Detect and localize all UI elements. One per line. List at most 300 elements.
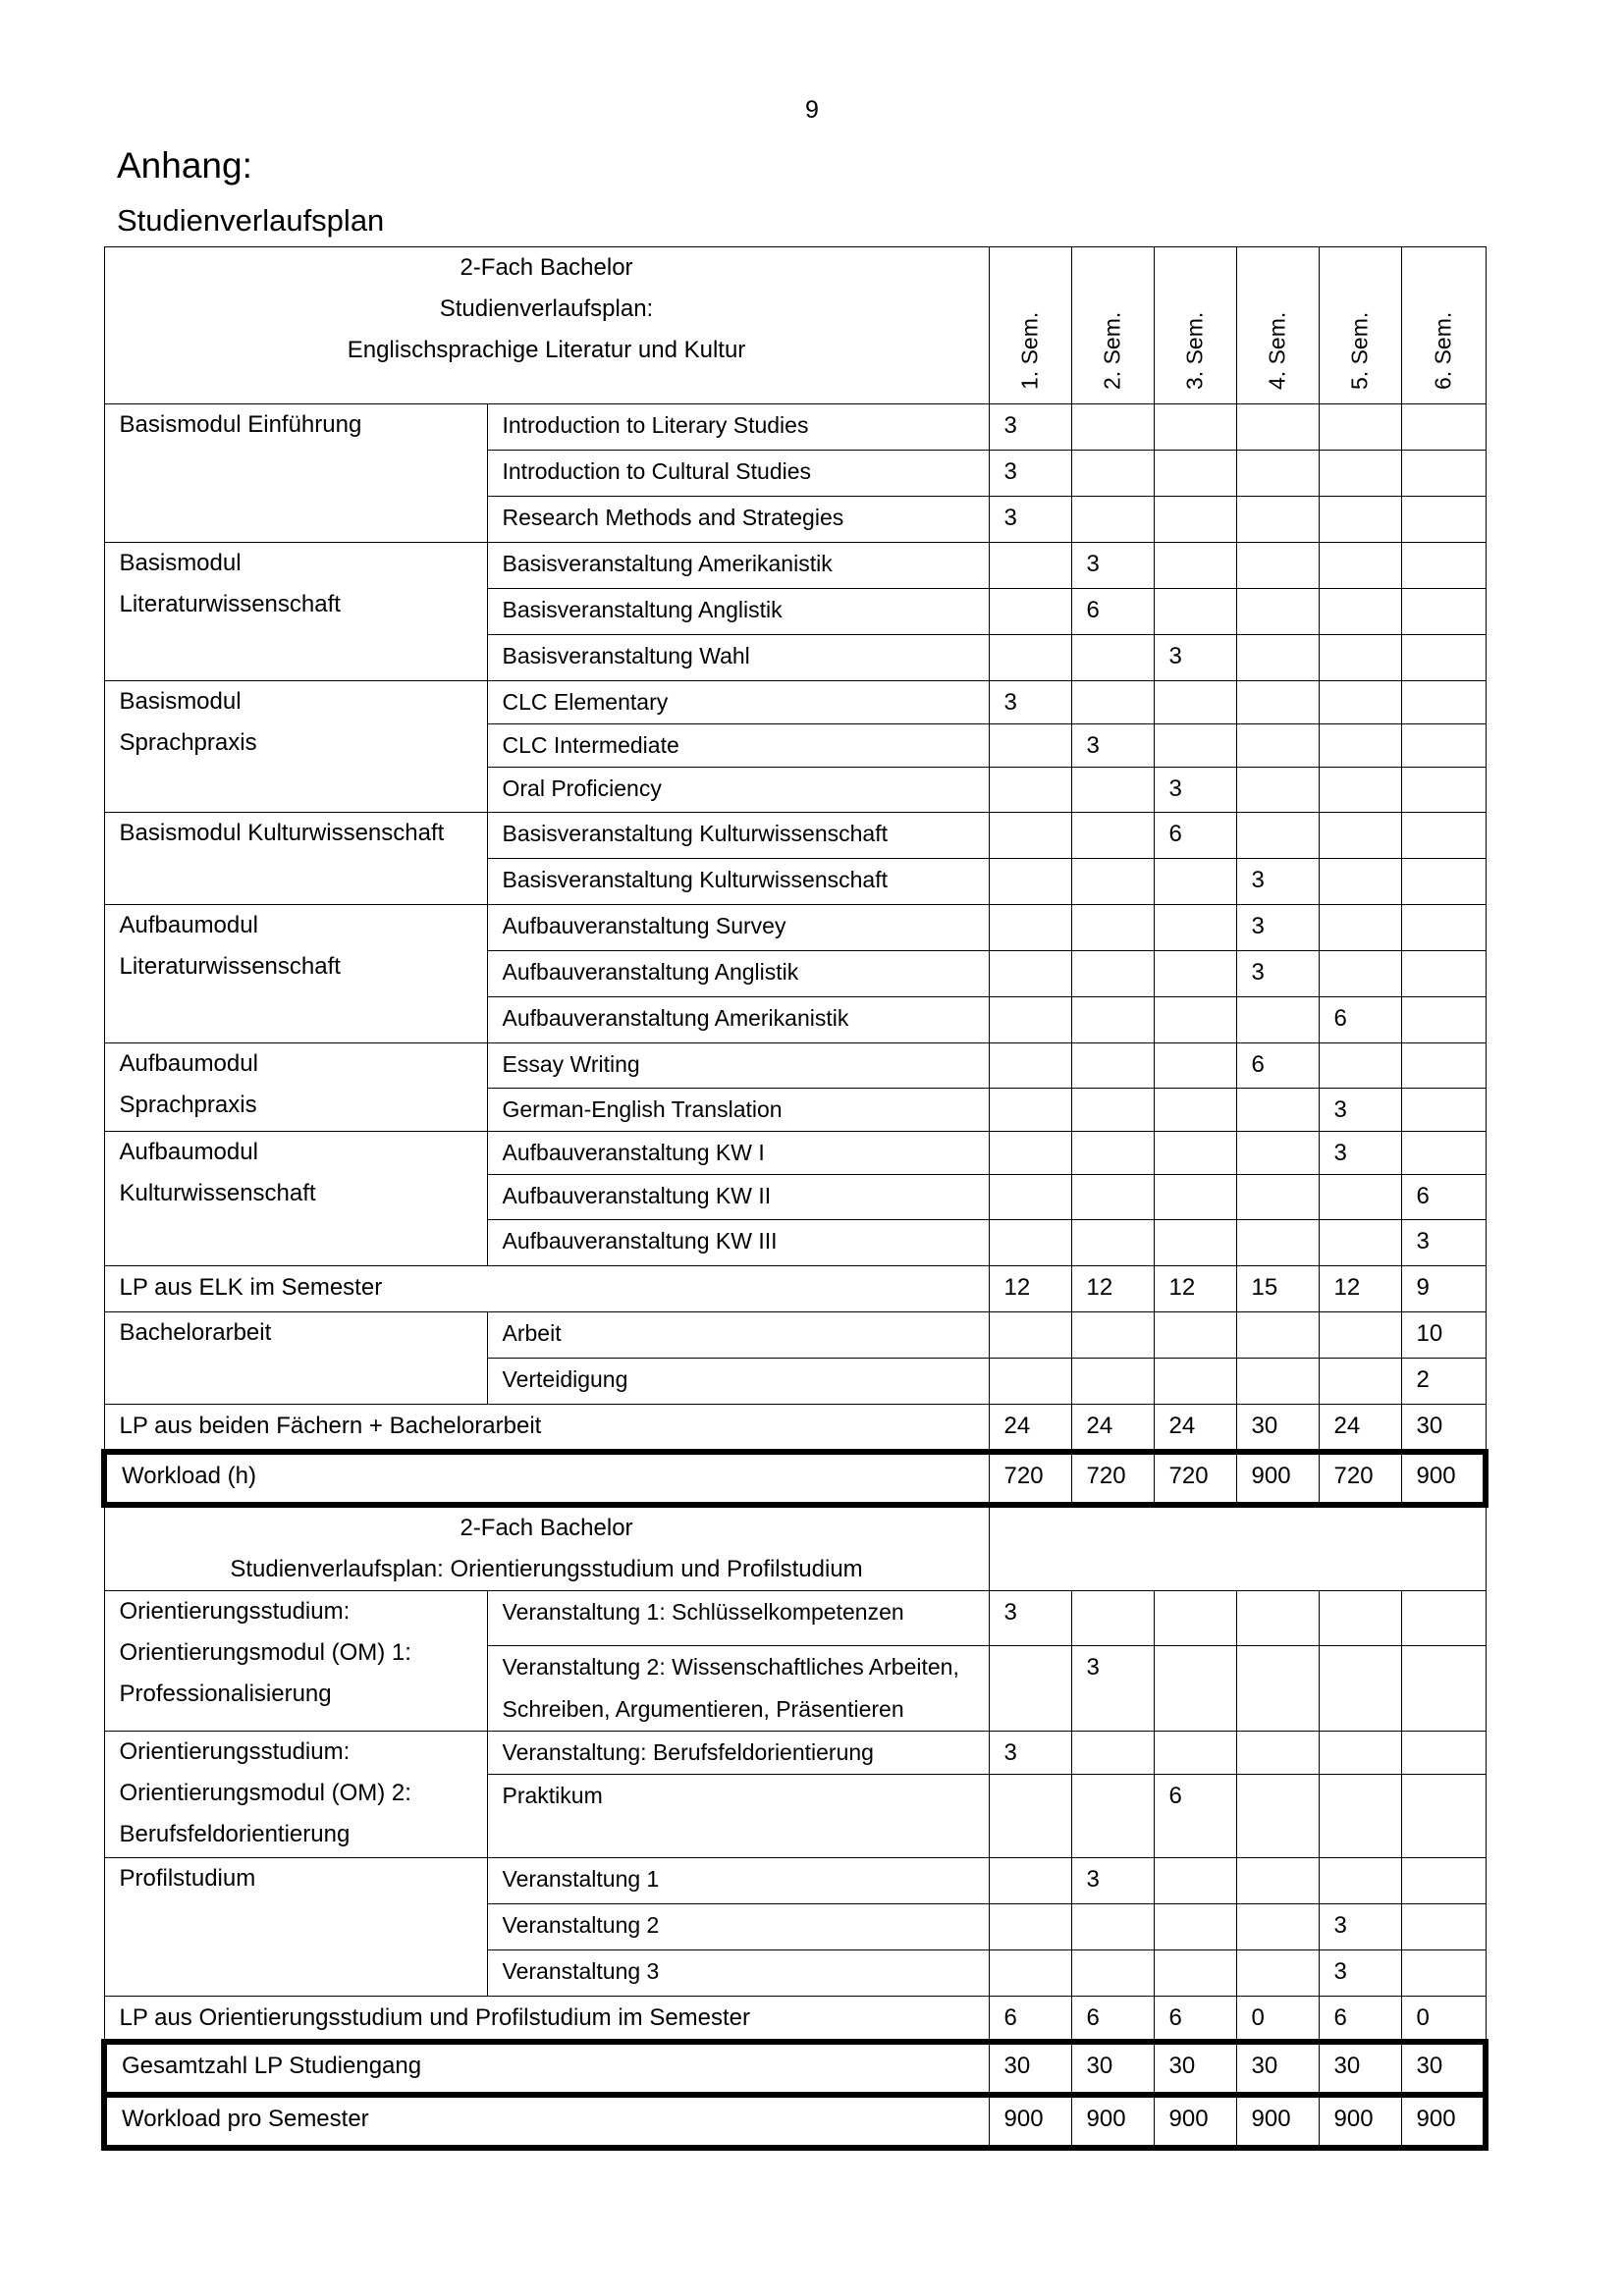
lp-value	[1319, 1175, 1401, 1220]
lp-value: 3	[1236, 951, 1319, 997]
lp-value	[989, 1312, 1071, 1359]
module-name-line: Kulturwissenschaft	[119, 1180, 316, 1206]
lp-value	[1071, 813, 1154, 859]
lp-value	[989, 724, 1071, 768]
sum-row	[104, 1266, 1486, 1312]
lp-value	[1071, 1220, 1154, 1266]
lp-value	[1071, 951, 1154, 997]
section1-title	[104, 247, 989, 404]
lp-value: 3	[1319, 1949, 1401, 1996]
lp-value	[1071, 905, 1154, 951]
lp-value: 6	[1154, 1774, 1236, 1857]
lp-value	[1154, 451, 1236, 497]
lp-value: 24	[989, 1405, 1071, 1452]
module-name	[104, 1312, 487, 1405]
lp-value: 3	[1071, 543, 1154, 589]
lp-value	[1401, 724, 1486, 768]
lp-value	[1319, 681, 1401, 724]
module-name-line: Aufbaumodul	[119, 1050, 258, 1077]
module-name-line: Literaturwissenschaft	[119, 591, 341, 617]
lecture-name: Aufbauveranstaltung Amerikanistik	[487, 997, 989, 1043]
lp-value	[1154, 404, 1236, 451]
module-name-line: Orientierungsmodul (OM) 2:	[119, 1779, 411, 1806]
lp-value: 30	[1401, 2042, 1486, 2095]
lp-value	[1154, 1949, 1236, 1996]
lp-value: 6	[1154, 1996, 1236, 2042]
semester-header	[1319, 247, 1401, 404]
lp-value	[1319, 1359, 1401, 1405]
lecture-name: CLC Intermediate	[487, 724, 989, 768]
lp-value	[1401, 1731, 1486, 1774]
lp-value	[1236, 1175, 1319, 1220]
lp-value	[989, 1089, 1071, 1132]
lp-value: 12	[1071, 1266, 1154, 1312]
lp-value	[1401, 451, 1486, 497]
semester-label: 3. Sem.	[1181, 311, 1208, 390]
lp-value	[1071, 1089, 1154, 1132]
lp-value	[989, 589, 1071, 635]
lp-value: 30	[1236, 2042, 1319, 2095]
lp-value	[1401, 905, 1486, 951]
semester-label: 1. Sem.	[1016, 311, 1043, 390]
lp-value	[1236, 1903, 1319, 1949]
lp-value	[1319, 543, 1401, 589]
lp-value	[1154, 497, 1236, 543]
page-number: 9	[805, 96, 819, 124]
lp-value	[989, 768, 1071, 813]
lp-value: 3	[1071, 1645, 1154, 1731]
lp-value	[1401, 1590, 1486, 1645]
lp-value	[1401, 951, 1486, 997]
table-row	[104, 681, 1486, 724]
lp-value: 30	[989, 2042, 1071, 2095]
lp-value	[1401, 635, 1486, 681]
lecture-name: Introduction to Literary Studies	[487, 404, 989, 451]
lecture-name: Veranstaltung 3	[487, 1949, 989, 1996]
lp-value: 720	[989, 1452, 1071, 1505]
lecture-name: Aufbauveranstaltung KW I	[487, 1132, 989, 1175]
lp-value	[1154, 1731, 1236, 1774]
lecture-name: Basisveranstaltung Wahl	[487, 635, 989, 681]
lp-value: 3	[1401, 1220, 1486, 1266]
lp-value	[1071, 1359, 1154, 1405]
section2-title	[104, 1505, 989, 1591]
lecture-name: Veranstaltung 2	[487, 1903, 989, 1949]
lp-value: 3	[1319, 1132, 1401, 1175]
semester-label: 6. Sem.	[1430, 311, 1456, 390]
lp-value	[989, 905, 1071, 951]
lp-value	[989, 1949, 1071, 1996]
sum-label: LP aus Orientierungsstudium und Profilstudium im Semester	[104, 1996, 989, 2042]
table-row	[104, 1857, 1486, 1903]
lp-value	[989, 813, 1071, 859]
table-row	[104, 1731, 1486, 1774]
lp-value	[989, 1903, 1071, 1949]
lecture-name: Veranstaltung 1	[487, 1857, 989, 1903]
lp-value	[1154, 859, 1236, 905]
lp-value	[1154, 543, 1236, 589]
lp-value	[1401, 1132, 1486, 1175]
module-name-line: Profilstudium	[119, 1864, 256, 1892]
lp-value	[1319, 1645, 1401, 1731]
lp-value: 900	[1154, 2095, 1236, 2148]
lp-value: 10	[1401, 1312, 1486, 1359]
lp-value: 24	[1154, 1405, 1236, 1452]
lp-value	[1319, 1590, 1401, 1645]
lp-value	[1401, 813, 1486, 859]
lp-value	[1236, 589, 1319, 635]
lp-value	[1236, 1089, 1319, 1132]
lp-value	[1154, 1903, 1236, 1949]
lp-value: 6	[1071, 589, 1154, 635]
semester-header	[1236, 247, 1319, 404]
lp-value	[1401, 1949, 1486, 1996]
lp-value	[1236, 1774, 1319, 1857]
sum-row	[104, 1996, 1486, 2042]
lp-value: 900	[989, 2095, 1071, 2148]
lp-value: 3	[1154, 635, 1236, 681]
lecture-name: CLC Elementary	[487, 681, 989, 724]
module-name-line: Berufsfeldorientierung	[119, 1820, 351, 1847]
lp-value	[1071, 1774, 1154, 1857]
lp-value: 12	[1319, 1266, 1401, 1312]
lp-value: 9	[1401, 1266, 1486, 1312]
subheading: Studienverlaufsplan	[117, 203, 385, 238]
lp-value	[1071, 451, 1154, 497]
lp-value: 900	[1401, 1452, 1486, 1505]
lp-value	[1319, 1774, 1401, 1857]
sum-row	[104, 2042, 1486, 2095]
section1-header-row	[104, 247, 1486, 404]
lp-value: 12	[1154, 1266, 1236, 1312]
module-name	[104, 681, 487, 813]
module-name-line: Orientierungsstudium:	[119, 1737, 351, 1765]
lp-value	[989, 543, 1071, 589]
module-name	[104, 905, 487, 1043]
lp-value	[1071, 859, 1154, 905]
lp-value: 6	[1401, 1175, 1486, 1220]
lp-value	[1154, 589, 1236, 635]
lp-value	[1154, 1132, 1236, 1175]
lp-value	[1154, 997, 1236, 1043]
table-row	[104, 1312, 1486, 1359]
lp-value: 3	[989, 1731, 1071, 1774]
module-name	[104, 1731, 487, 1857]
lp-value	[1401, 768, 1486, 813]
lp-value	[1236, 543, 1319, 589]
lecture-name: Arbeit	[487, 1312, 989, 1359]
lecture-name: Aufbauveranstaltung Survey	[487, 905, 989, 951]
lp-value: 3	[989, 681, 1071, 724]
lp-value: 30	[1236, 1405, 1319, 1452]
module-name-line: Basismodul	[119, 550, 242, 576]
lp-value: 6	[1071, 1996, 1154, 2042]
semester-label: 4. Sem.	[1264, 311, 1290, 390]
lp-value	[1154, 951, 1236, 997]
lp-value	[1236, 681, 1319, 724]
study-plan-table	[101, 246, 1489, 2151]
lp-value	[1319, 951, 1401, 997]
lp-value	[1154, 724, 1236, 768]
lecture-name: Essay Writing	[487, 1043, 989, 1089]
lp-value: 3	[1319, 1089, 1401, 1132]
lp-value: 6	[1319, 1996, 1401, 2042]
sum-row	[104, 1452, 1486, 1505]
table-row	[104, 1043, 1486, 1089]
lp-value	[1071, 1731, 1154, 1774]
lp-value	[989, 1857, 1071, 1903]
lp-value	[1319, 451, 1401, 497]
sum-row	[104, 2095, 1486, 2148]
module-name	[104, 404, 487, 543]
semester-header	[1071, 247, 1154, 404]
lp-value	[1319, 1857, 1401, 1903]
lp-value	[989, 1132, 1071, 1175]
lp-value	[1071, 1043, 1154, 1089]
lp-value	[1401, 997, 1486, 1043]
lp-value	[1319, 1312, 1401, 1359]
module-name-line: Aufbaumodul	[119, 912, 258, 938]
lecture-name: Basisveranstaltung Anglistik	[487, 589, 989, 635]
semester-header	[1154, 247, 1236, 404]
lp-value	[1071, 1175, 1154, 1220]
semester-label: 2. Sem.	[1099, 311, 1125, 390]
lp-value: 6	[1236, 1043, 1319, 1089]
lp-value: 24	[1319, 1405, 1401, 1452]
sum-label: Workload pro Semester	[104, 2095, 989, 2148]
lecture-name: Veranstaltung: Berufsfeldorientierung	[487, 1731, 989, 1774]
lecture-name: Veranstaltung 1: Schlüsselkompetenzen	[487, 1590, 989, 1645]
lp-value	[1401, 1089, 1486, 1132]
module-name-line: Aufbaumodul	[119, 1139, 258, 1165]
lp-value	[1319, 768, 1401, 813]
lecture-name: German-English Translation	[487, 1089, 989, 1132]
lp-value	[1071, 681, 1154, 724]
module-name-line: Basismodul Kulturwissenschaft	[119, 820, 445, 846]
sum-label: LP aus beiden Fächern + Bachelorarbeit	[104, 1405, 989, 1452]
lecture-name: Basisveranstaltung Kulturwissenschaft	[487, 859, 989, 905]
module-name-line: Sprachpraxis	[119, 1092, 257, 1118]
module-name-line: Professionalisierung	[119, 1680, 332, 1707]
lp-value: 900	[1319, 2095, 1401, 2148]
module-name	[104, 543, 487, 681]
lp-value	[1236, 404, 1319, 451]
lp-value	[1319, 905, 1401, 951]
lp-value: 6	[1319, 997, 1401, 1043]
lp-value	[1236, 1220, 1319, 1266]
lp-value	[989, 951, 1071, 997]
lp-value	[1236, 724, 1319, 768]
lp-value: 3	[989, 497, 1071, 543]
lp-value	[989, 859, 1071, 905]
module-name-line: Literaturwissenschaft	[119, 953, 341, 980]
lp-value	[1319, 1043, 1401, 1089]
module-name	[104, 1132, 487, 1266]
section2-title-line: Studienverlaufsplan: Orientierungsstudium und Profilstudium	[230, 1555, 863, 1582]
lp-value: 3	[1154, 768, 1236, 813]
lp-value: 6	[989, 1996, 1071, 2042]
semester-header	[989, 247, 1071, 404]
lp-value: 30	[1401, 1405, 1486, 1452]
lp-value	[1071, 635, 1154, 681]
lp-value: 900	[1071, 2095, 1154, 2148]
table-row	[104, 543, 1486, 589]
lp-value: 720	[1071, 1452, 1154, 1505]
section2-title-line: 2-Fach Bachelor	[460, 1514, 633, 1541]
lp-value	[1154, 1089, 1236, 1132]
lp-value	[1154, 1359, 1236, 1405]
module-name-line: Basismodul Einführung	[119, 411, 362, 438]
lp-value	[1071, 404, 1154, 451]
lp-value	[1319, 635, 1401, 681]
lp-value	[1071, 1312, 1154, 1359]
lp-value	[989, 1043, 1071, 1089]
lecture-name: Research Methods and Strategies	[487, 497, 989, 543]
lp-value: 900	[1236, 2095, 1319, 2148]
lp-value	[1154, 1857, 1236, 1903]
lp-value	[1236, 1645, 1319, 1731]
lp-value: 0	[1401, 1996, 1486, 2042]
module-name	[104, 1590, 487, 1731]
lp-value	[1236, 1590, 1319, 1645]
lp-value: 900	[1401, 2095, 1486, 2148]
lp-value	[1401, 681, 1486, 724]
lp-value	[1401, 1645, 1486, 1731]
lp-value: 6	[1154, 813, 1236, 859]
lp-value	[1154, 1590, 1236, 1645]
lp-value	[1319, 859, 1401, 905]
lp-value: 3	[1236, 859, 1319, 905]
section2-header-blank	[989, 1505, 1486, 1591]
lp-value	[989, 1220, 1071, 1266]
lp-value	[1236, 768, 1319, 813]
lp-value: 3	[1071, 724, 1154, 768]
lecture-name: Aufbauveranstaltung KW II	[487, 1175, 989, 1220]
semester-label: 5. Sem.	[1346, 311, 1373, 390]
lp-value	[1319, 404, 1401, 451]
lp-value: 0	[1236, 1996, 1319, 2042]
lp-value	[1401, 497, 1486, 543]
lp-value	[1401, 1857, 1486, 1903]
lp-value	[1319, 589, 1401, 635]
section2-header-row	[104, 1505, 1486, 1591]
lp-value: 3	[1071, 1857, 1154, 1903]
lp-value	[1071, 1132, 1154, 1175]
lp-value	[1236, 997, 1319, 1043]
table-row	[104, 1132, 1486, 1175]
sum-label: LP aus ELK im Semester	[104, 1266, 989, 1312]
lecture-name: Introduction to Cultural Studies	[487, 451, 989, 497]
lp-value	[1401, 589, 1486, 635]
sum-label: Gesamtzahl LP Studiengang	[104, 2042, 989, 2095]
lp-value	[1319, 1731, 1401, 1774]
module-name-line: Sprachpraxis	[119, 729, 257, 756]
lp-value	[1401, 1043, 1486, 1089]
table-row	[104, 905, 1486, 951]
lp-value	[1154, 1175, 1236, 1220]
module-name-line: Orientierungsmodul (OM) 1:	[119, 1638, 411, 1666]
lp-value	[1071, 1590, 1154, 1645]
section1-title-line: Studienverlaufsplan:	[439, 295, 654, 322]
semester-header	[1401, 247, 1486, 404]
lp-value	[1236, 497, 1319, 543]
lp-value	[1236, 1731, 1319, 1774]
lp-value	[1319, 813, 1401, 859]
lp-value: 2	[1401, 1359, 1486, 1405]
lp-value: 15	[1236, 1266, 1319, 1312]
lp-value	[1236, 1132, 1319, 1175]
lp-value: 720	[1319, 1452, 1401, 1505]
lp-value: 3	[989, 404, 1071, 451]
lp-value	[1319, 1220, 1401, 1266]
lp-value	[1236, 813, 1319, 859]
sum-row	[104, 1405, 1486, 1452]
lp-value	[1236, 635, 1319, 681]
lecture-name: Aufbauveranstaltung Anglistik	[487, 951, 989, 997]
module-name-line: Basismodul	[119, 688, 242, 715]
lp-value	[989, 1175, 1071, 1220]
lp-value	[989, 1774, 1071, 1857]
heading: Anhang:	[117, 145, 252, 186]
lp-value	[1401, 1903, 1486, 1949]
lp-value	[1154, 1043, 1236, 1089]
lp-value	[989, 1359, 1071, 1405]
lp-value	[1401, 543, 1486, 589]
lp-value	[989, 997, 1071, 1043]
module-name	[104, 813, 487, 905]
lecture-name: Verteidigung	[487, 1359, 989, 1405]
lp-value: 30	[1319, 2042, 1401, 2095]
section1-title-line: 2-Fach Bachelor	[460, 254, 633, 281]
module-name	[104, 1857, 487, 1996]
lp-value	[1154, 1312, 1236, 1359]
module-name-line: Bachelorarbeit	[119, 1319, 272, 1346]
lp-value	[1071, 1903, 1154, 1949]
lp-value: 30	[1071, 2042, 1154, 2095]
lp-value	[989, 1645, 1071, 1731]
lp-value	[1319, 724, 1401, 768]
lecture-name: Praktikum	[487, 1774, 989, 1857]
lp-value	[1154, 905, 1236, 951]
lp-value	[1071, 768, 1154, 813]
lp-value	[1154, 1645, 1236, 1731]
lp-value	[989, 635, 1071, 681]
module-name	[104, 1043, 487, 1132]
lp-value: 900	[1236, 1452, 1319, 1505]
table-row	[104, 813, 1486, 859]
lecture-name: Aufbauveranstaltung KW III	[487, 1220, 989, 1266]
lp-value	[1236, 1949, 1319, 1996]
lp-value: 3	[1319, 1903, 1401, 1949]
lp-value	[1401, 859, 1486, 905]
lp-value	[1071, 997, 1154, 1043]
lecture-name: Basisveranstaltung Kulturwissenschaft	[487, 813, 989, 859]
lecture-name: Basisveranstaltung Amerikanistik	[487, 543, 989, 589]
lp-value	[1236, 1312, 1319, 1359]
lecture-name: Oral Proficiency	[487, 768, 989, 813]
lp-value: 3	[989, 451, 1071, 497]
lp-value: 720	[1154, 1452, 1236, 1505]
lp-value: 3	[1236, 905, 1319, 951]
table-row	[104, 1590, 1486, 1645]
lp-value: 12	[989, 1266, 1071, 1312]
lp-value	[1401, 1774, 1486, 1857]
lp-value: 24	[1071, 1405, 1154, 1452]
lp-value	[1236, 451, 1319, 497]
lp-value	[1071, 1949, 1154, 1996]
sum-label: Workload (h)	[104, 1452, 989, 1505]
lp-value	[1236, 1359, 1319, 1405]
